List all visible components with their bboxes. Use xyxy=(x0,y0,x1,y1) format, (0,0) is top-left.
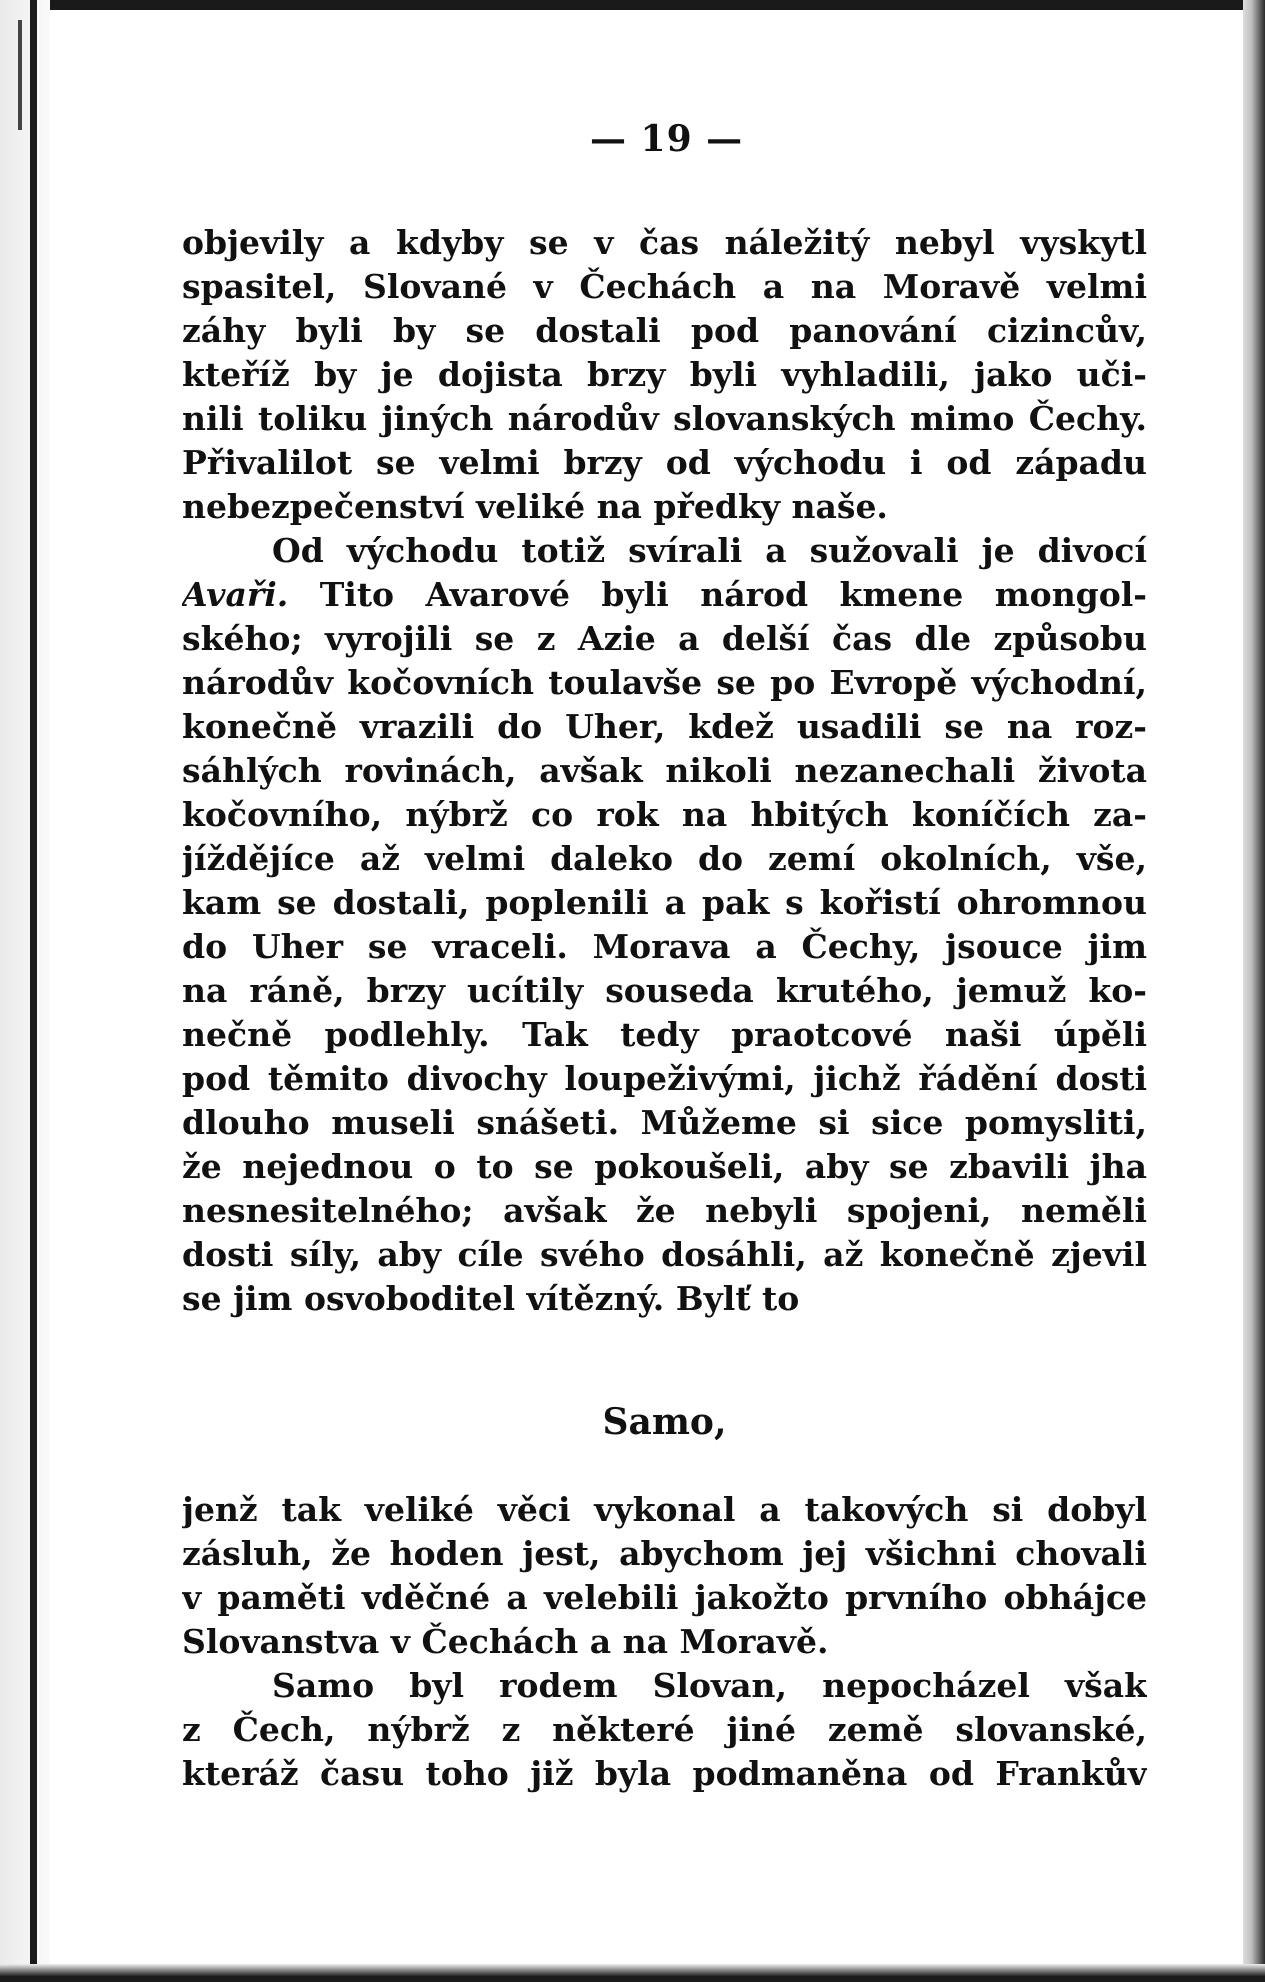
scan-bottom-edge xyxy=(0,1964,1265,1982)
text-line: zásluh, že hoden jest, abychom jej všichni chovali xyxy=(182,1534,1147,1573)
text-line: Samo byl rodem Slovan, nepocházel však xyxy=(272,1666,1147,1705)
text-line: že nejednou o to se pokoušeli, aby se zbavili jha xyxy=(182,1147,1147,1186)
text-line: do Uher se vraceli. Morava a Čechy, jsouce jim xyxy=(182,927,1147,966)
text-line: nebezpečenství veliké na předky naše. xyxy=(182,487,888,526)
text-line: kteráž času toho již byla podmaněna od Frankův xyxy=(182,1754,1147,1793)
text-line: dlouho museli snášeti. Můžeme si sice pomysliti, xyxy=(182,1103,1147,1142)
text-line: sáhlých rovinách, avšak nikoli nezanechali života xyxy=(182,751,1147,790)
text-line: jíždějíce až velmi daleko do zemí okolních, vše, xyxy=(182,839,1147,878)
binding-mark xyxy=(18,20,22,130)
text-line: objevily a kdyby se v čas náležitý nebyl vyskytl xyxy=(182,223,1147,262)
text-line: kočovního, nýbrž co rok na hbitých koníčích za- xyxy=(182,795,1147,834)
text-line: se jim osvoboditel vítězný. Bylť to xyxy=(182,1279,800,1318)
text-line: nesnesitelného; avšak že nebyli spojeni, neměli xyxy=(182,1191,1147,1230)
text-line: z Čech, nýbrž z některé jiné země slovanské, xyxy=(182,1710,1147,1749)
scan-right-edge xyxy=(1243,0,1265,1982)
text-line: spasitel, Slované v Čechách a na Moravě velmi xyxy=(182,267,1147,306)
binding-rule xyxy=(30,0,37,1982)
text-line: Přivalilot se velmi brzy od východu i od západu xyxy=(182,443,1147,482)
text-line: na ráně, brzy ucítily souseda krutého, jemuž ko- xyxy=(182,971,1147,1010)
text-line: kam se dostali, poplenili a pak s kořistí ohromnou xyxy=(182,883,1147,922)
scan-top-edge xyxy=(0,0,1265,10)
text-line: záhy byli by se dostali pod panování cizincův, xyxy=(182,311,1147,350)
emphasized-word: Avaři. xyxy=(182,575,289,614)
text-line: Slovanstva v Čechách a na Moravě. xyxy=(182,1622,829,1661)
text-line: pod těmito divochy loupeživými, jichž řádění dosti xyxy=(182,1059,1147,1098)
page-number: — 19 — xyxy=(590,118,744,160)
paragraph-2 xyxy=(182,529,1147,1321)
text-line: v paměti vděčné a velebili jakožto prvního obhájce xyxy=(182,1578,1147,1617)
paragraph-1 xyxy=(182,221,1147,529)
text-line: jenž tak veliké věci vykonal a takových si dobyl xyxy=(182,1490,1147,1529)
text-line: nečně podlehly. Tak tedy praotcové naši úpěli xyxy=(182,1015,1147,1054)
paragraph-3 xyxy=(182,1488,1147,1664)
text-line: nili toliku jiných národův slovanských mimo Čechy. xyxy=(182,399,1147,438)
text-line: Od východu totiž svírali a sužovali je divocí xyxy=(272,531,1147,570)
text-line: konečně vrazili do Uher, kdež usadili se na roz- xyxy=(182,707,1147,746)
text-line xyxy=(182,573,1147,617)
text-line: kteříž by je dojista brzy byli vyhladili, jako uči- xyxy=(182,355,1147,394)
text-line: dosti síly, aby cíle svého dosáhli, až konečně zjevil xyxy=(182,1235,1147,1274)
scan-left-edge xyxy=(0,0,50,1982)
paragraph-4 xyxy=(182,1664,1147,1796)
text-line-rest: Tito Avarové byli národ kmene mongol- xyxy=(288,575,1147,614)
text-line: národův kočovních toulavše se po Evropě východní, xyxy=(182,663,1147,702)
text-line: ského; vyrojili se z Azie a delší čas dle způsobu xyxy=(182,619,1147,658)
section-heading: Samo, xyxy=(602,1401,727,1443)
